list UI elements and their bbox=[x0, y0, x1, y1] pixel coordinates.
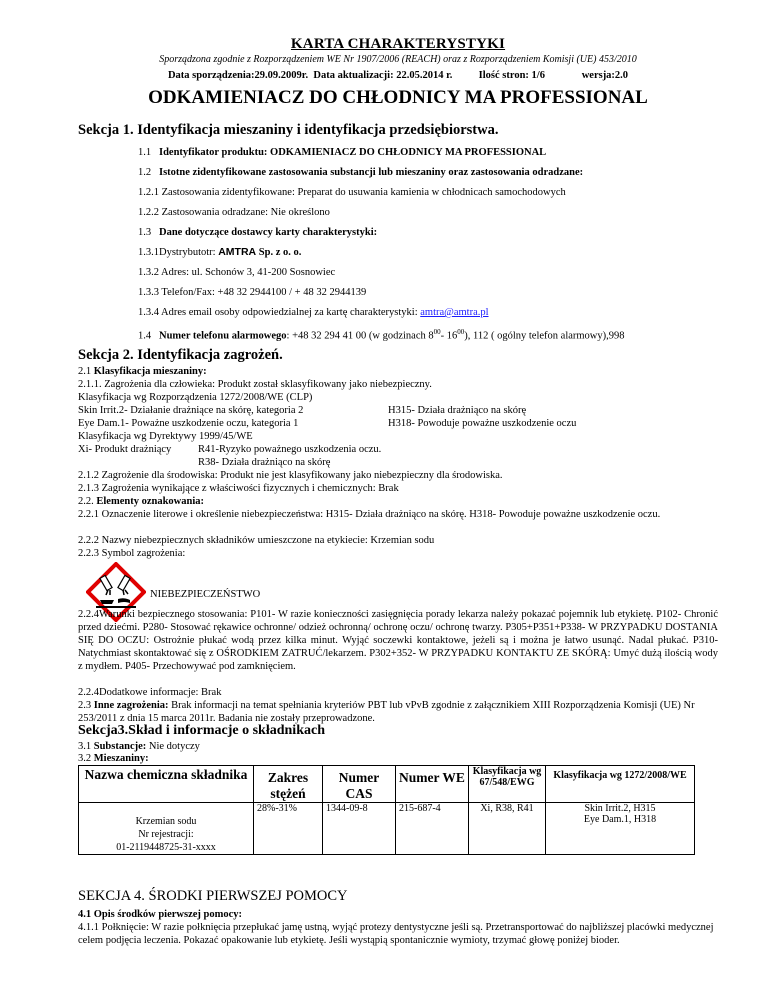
s2-skin-irrit-left: Skin Irrit.2- Działanie drażniące na skórę, kategoria 2 bbox=[78, 405, 304, 416]
s2-precautionary-statements: 2.2.4Warunki bezpiecznego stosowania: P101- W razie konieczności zasięgnięcia porady lekarza należy pokazać pojemnik lub etykietę. P102- Chronić przed dziećmi. P280- Stosować rękawice ochronne/ odzież ochronną/ ochronę oczu/ ochronę twarzy. P305+P351+P338- W PRZYPADKU DOSTANIA SIĘ DO OCZU: Ostrożnie płukać wodą przez kilka minut. Wyjąć soczewki kontaktowe, jeżeli są i można je łatwo usunąć. Nadal płukać. P310- Natychmiast skontaktować się z OŚRODKIEM ZATRUĆ/lekarzem. P302+352- W PRZYPADKU KONTAKTU ZE SKÓRĄ: Umyć dużą ilością wody z mydłem. P405- Przechowywać pod zamknięciem. bbox=[78, 609, 718, 672]
s1-line-1-3 bbox=[138, 226, 377, 239]
registration-label: Nr rejestracji: bbox=[138, 829, 194, 840]
s2-num-2-2: 2.2. bbox=[78, 496, 97, 507]
s2-num-2-1: 2.1 bbox=[78, 366, 94, 377]
s3-bold-3-2: Mieszaniny: bbox=[93, 753, 149, 764]
th-we: Numer WE bbox=[396, 766, 469, 803]
s2-xi-left: Xi- Produkt drażniący bbox=[78, 444, 172, 455]
s2-line-2-1-3: 2.1.3 Zagrożenia wynikające z właściwości fizycznych i chemicznych: Brak bbox=[78, 483, 399, 494]
s2-bold-2-2: Elementy oznakowania: bbox=[96, 496, 204, 507]
s4-line-4-1-1: 4.1.1 Połknięcie: W razie połknięcia przepłukać jamę ustną, wyjąć protezy dentystyczne jeśli są. Przetransportować do najbliższej placówki medycznej celem podjęcia leczenia. Pokazać opakowanie lub etykietę. Jeśli wystąpią spontanicznie wymioty, trzymać głowę poniżej bioder. bbox=[78, 922, 714, 946]
td-conc: 28%-31% bbox=[254, 803, 323, 855]
td-class-clp bbox=[546, 803, 695, 855]
s2-line-2-2-1: 2.2.1 Oznaczenie literowe i określenie niebezpieczeństwa: H315- Działa drażniąco na skórę. H318- Powoduje poważne uszkodzenie oczu. bbox=[78, 509, 661, 520]
s4-line-4-1: 4.1 Opis środków pierwszej pomocy: bbox=[78, 909, 243, 920]
s1-num-1-2: 1.2 bbox=[138, 167, 152, 178]
s1-line-1-4 bbox=[138, 326, 625, 343]
s2-line-dsd: Klasyfikacja wg Dyrektywy 1999/45/WE bbox=[78, 431, 253, 442]
s2-r41: R41-Ryzyko poważnego uszkodzenia oczu. bbox=[198, 444, 382, 455]
s2-eye-dam-left: Eye Dam.1- Poważne uszkodzenie oczu, kategoria 1 bbox=[78, 418, 299, 429]
s1-line-1-3-2: 1.3.2 Adres: ul. Schonów 3, 41-200 Sosnowiec bbox=[138, 267, 336, 278]
td-name bbox=[79, 803, 254, 855]
clp-class-2: Eye Dam.1, H318 bbox=[583, 814, 657, 825]
s2-line-clp: Klasyfikacja wg Rozporządzenia 1272/2008/WE (CLP) bbox=[78, 392, 313, 403]
s1-num-1-3: 1.3 bbox=[138, 227, 152, 238]
s2-num-2-3: 2.3 bbox=[78, 700, 94, 711]
registration-number: 01-2119448725-31-xxxx bbox=[116, 842, 216, 853]
company-suffix: Sp. z o. o. bbox=[256, 247, 302, 258]
s2-line-2-1 bbox=[78, 365, 207, 378]
email-label: 1.3.4 Adres email osoby odpowiedzialnej za kartę charakterystyki: bbox=[138, 307, 421, 318]
td-cas: 1344-09-8 bbox=[323, 803, 396, 855]
component-name: Krzemian sodu bbox=[135, 816, 197, 827]
s3-text-3-1: Nie dotyczy bbox=[146, 741, 200, 752]
th-cas: Numer CAS bbox=[323, 766, 396, 803]
s2-line-2-2 bbox=[78, 495, 204, 508]
s1-num-1-4: 1.4 bbox=[138, 330, 152, 342]
s3-line-3-2 bbox=[78, 752, 149, 765]
section2-heading: Sekcja 2. Identyfikacja zagrożeń. bbox=[78, 347, 283, 363]
s1-line-1-2-1: 1.2.1 Zastosowania zidentyfikowane: Preparat do usuwania kamienia w chłodnicach samochodowych bbox=[138, 187, 566, 198]
td-we: 215-687-4 bbox=[396, 803, 469, 855]
s1-text-1-2: Istotne zidentyfikowane zastosowania substancji lub mieszaniny oraz zastosowania odradzane: bbox=[159, 167, 584, 178]
s1-text-1-3: Dane dotyczące dostawcy karty charakterystyki: bbox=[159, 227, 378, 238]
th-class-clp: Klasyfikacja wg 1272/2008/WE bbox=[546, 766, 695, 803]
emergency-text-1: : +48 32 294 41 00 (w godzinach 8 bbox=[286, 330, 434, 342]
emergency-text-2: - 16 bbox=[440, 330, 458, 342]
s2-line-2-1-2: 2.1.2 Zagrożenie dla środowiska: Produkt nie jest klasyfikowany jako niebezpieczny dla środowiska. bbox=[78, 470, 503, 481]
s2-line-2-3 bbox=[78, 699, 718, 725]
emergency-text-3: ), 112 ( ogólny telefon alarmowy),998 bbox=[464, 330, 625, 342]
table-header-row bbox=[79, 766, 695, 803]
s2-bold-2-1: Klasyfikacja mieszaniny: bbox=[93, 366, 207, 377]
s3-num-3-1: 3.1 bbox=[78, 741, 94, 752]
company-name: AMTRA bbox=[218, 246, 257, 258]
emergency-sup-1: 00 bbox=[433, 328, 441, 336]
s2-eye-dam-right: H318- Powoduje poważne uszkodzenie oczu bbox=[388, 418, 577, 429]
s3-num-3-2: 3.2 bbox=[78, 753, 94, 764]
th-name: Nazwa chemiczna składnika bbox=[79, 766, 254, 803]
s1-line-1-2 bbox=[138, 166, 583, 179]
s2-text-2-3: Brak informacji na temat spełniania kryteriów PBT lub vPvB zgodnie z załącznikiem XIII Rozporządzenia Komisji (UE) Nr 253/2011 z dnia 15 marca 2011r. Badania nie zostały przeprowadzone. bbox=[78, 700, 695, 724]
th-conc: Zakres stężeń bbox=[254, 766, 323, 803]
document-title: KARTA CHARAKTERYSTYKI bbox=[290, 36, 506, 52]
document-meta: Data sporządzenia:29.09.2009r. Data aktualizacji: 22.05.2014 r. Ilość stron: 1/6 wersja:2.0 bbox=[167, 70, 629, 81]
s2-line-2-2-3: 2.2.3 Symbol zagrożenia: bbox=[78, 548, 186, 559]
s2-line-2-1-1: 2.1.1. Zagrożenia dla człowieka: Produkt został sklasyfikowany jako niebezpieczny. bbox=[78, 379, 432, 390]
table-row bbox=[79, 803, 695, 855]
s2-line-2-2-2: 2.2.2 Nazwy niebezpiecznych składników umieszczone na etykiecie: Krzemian sodu bbox=[78, 535, 435, 546]
th-class-dsd: Klasyfikacja wg 67/548/EWG bbox=[469, 766, 546, 803]
s1-line-1-2-2: 1.2.2 Zastosowania odradzane: Nie określono bbox=[138, 207, 330, 218]
section3-heading: Sekcja3.Skład i informacje o składnikach bbox=[78, 723, 325, 738]
td-class-dsd: Xi, R38, R41 bbox=[469, 803, 546, 855]
s1-line-1-1 bbox=[138, 146, 546, 159]
s2-additional-info: 2.2.4Dodatkowe informacje: Brak bbox=[78, 687, 222, 698]
section4-heading: SEKCJA 4. ŚRODKI PIERWSZEJ POMOCY bbox=[78, 888, 348, 904]
signal-word: NIEBEZPIECZEŃSTWO bbox=[150, 589, 261, 600]
s1-line-1-3-1 bbox=[138, 246, 301, 259]
emergency-sup-2: 00 bbox=[457, 328, 465, 336]
s2-bold-2-3: Inne zagrożenia: bbox=[93, 700, 169, 711]
s1-line-1-3-4 bbox=[138, 306, 489, 319]
composition-table bbox=[78, 765, 695, 855]
s1-num-1-1: 1.1 bbox=[138, 147, 152, 158]
section1-heading: Sekcja 1. Identyfikacja mieszaniny i identyfikacja przedsiębiorstwa. bbox=[78, 122, 499, 138]
s2-r38: R38- Działa drażniąco na skórę bbox=[198, 457, 331, 468]
s1-line-1-3-3: 1.3.3 Telefon/Fax: +48 32 2944100 / + 48 32 2944139 bbox=[138, 287, 367, 298]
email-link[interactable]: amtra@amtra.pl bbox=[420, 307, 489, 318]
document-subtitle: Sporządzona zgodnie z Rozporządzeniem WE Nr 1907/2006 (REACH) oraz z Rozporządzeniem Komisji (UE) 453/2010 bbox=[159, 54, 637, 65]
s3-bold-3-1: Substancje: bbox=[93, 741, 147, 752]
emergency-label: Numer telefonu alarmowego bbox=[159, 330, 287, 342]
product-title: ODKAMIENIACZ DO CHŁODNICY MA PROFESSIONAL bbox=[148, 87, 648, 108]
s1-text-1-1: Identyfikator produktu: ODKAMIENIACZ DO CHŁODNICY MA PROFESSIONAL bbox=[159, 147, 547, 158]
clp-class-1: Skin Irrit.2, H315 bbox=[584, 803, 656, 814]
s2-skin-irrit-right: H315- Działa drażniąco na skórę bbox=[388, 405, 527, 416]
distributor-label: 1.3.1Dystrybutotr: bbox=[138, 247, 219, 258]
